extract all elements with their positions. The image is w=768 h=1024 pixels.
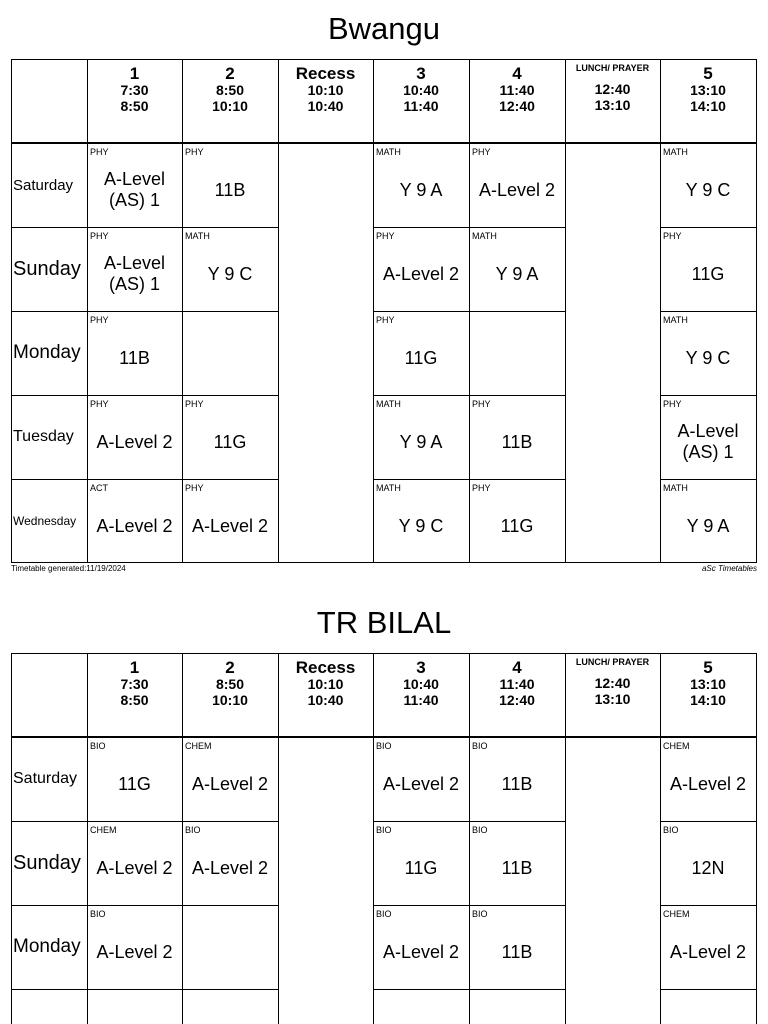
class-name: 11B <box>214 179 246 200</box>
period-label: 1 <box>129 64 140 83</box>
subject-code: BIO <box>90 909 106 919</box>
grid-line <box>469 479 565 480</box>
period-start-time: 8:50 <box>215 82 245 98</box>
class-name: A-Level (AS) 1 <box>103 253 166 294</box>
class-name: A-Level 2 <box>191 773 269 794</box>
lesson-cell <box>469 479 565 563</box>
period-header <box>87 653 182 737</box>
period-label: 5 <box>703 658 713 677</box>
grid-line <box>182 479 278 480</box>
lesson-cell <box>660 395 756 479</box>
class-name: 11B <box>119 347 150 368</box>
class-name: Y 9 C <box>685 179 731 200</box>
lesson-cell <box>660 479 756 563</box>
grid-line <box>87 311 182 312</box>
grid-line <box>182 395 278 396</box>
subject-code: PHY <box>376 315 395 325</box>
grid-line <box>660 311 756 312</box>
period-start-time: 11:40 <box>499 676 535 692</box>
lesson-cell <box>87 395 182 479</box>
period-header <box>87 59 182 143</box>
class-name: A-Level 2 <box>669 773 747 794</box>
day-label: Sunday <box>13 257 81 280</box>
subject-code: PHY <box>90 231 109 241</box>
subject-code: MATH <box>472 231 497 241</box>
period-header <box>373 653 469 737</box>
class-name: 11G <box>404 347 438 368</box>
grid-line <box>565 59 566 563</box>
grid-line <box>11 736 757 738</box>
class-name: A-Level 2 <box>382 941 460 962</box>
subject-code: PHY <box>472 483 491 493</box>
grid-line <box>756 59 757 563</box>
period-end-time: 12:40 <box>499 692 535 708</box>
lesson-cell <box>182 143 278 227</box>
lesson-cell <box>469 905 565 989</box>
period-end-time: 13:10 <box>594 97 631 113</box>
lesson-cell <box>373 227 469 311</box>
period-label: 5 <box>703 64 713 83</box>
period-label: 2 <box>225 658 235 677</box>
class-name: 12N <box>691 857 725 878</box>
subject-code: PHY <box>472 147 491 157</box>
period-start-time: 10:40 <box>403 82 439 98</box>
class-name: A-Level 2 <box>96 515 173 536</box>
lesson-cell <box>469 737 565 821</box>
period-header <box>278 59 373 143</box>
period-end-time: 10:40 <box>307 98 344 114</box>
period-end-time: 10:10 <box>212 98 248 114</box>
day-label: Monday <box>13 342 81 363</box>
grid-line <box>87 479 182 480</box>
subject-code: PHY <box>663 231 682 241</box>
lesson-cell <box>660 227 756 311</box>
subject-code: PHY <box>185 483 204 493</box>
grid-line <box>11 562 757 563</box>
period-header <box>469 59 565 143</box>
grid-line <box>278 653 279 1024</box>
grid-line <box>87 821 182 822</box>
grid-line <box>660 479 756 480</box>
lesson-cell <box>87 227 182 311</box>
class-name: 11B <box>501 431 533 452</box>
period-end-time: 11:40 <box>403 692 439 708</box>
class-name: Y 9 A <box>399 179 443 200</box>
subject-code: MATH <box>663 315 688 325</box>
grid-line <box>469 905 565 906</box>
grid-line <box>373 479 469 480</box>
class-name: Y 9 C <box>207 263 253 284</box>
class-name: A-Level 2 <box>382 773 460 794</box>
software-credit: aSc Timetables <box>701 564 757 573</box>
subject-code: PHY <box>472 399 491 409</box>
subject-code: PHY <box>90 315 109 325</box>
grid-line <box>660 989 756 990</box>
period-header <box>182 59 278 143</box>
lesson-cell <box>87 479 182 563</box>
class-name: Y 9 A <box>399 431 443 452</box>
period-header <box>565 653 660 737</box>
period-end-time: 10:40 <box>307 692 344 708</box>
class-name: 11G <box>118 773 151 794</box>
subject-code: CHEM <box>663 909 690 919</box>
lesson-cell <box>373 311 469 395</box>
grid-line <box>660 821 756 822</box>
grid-line <box>11 989 87 990</box>
period-start-time: 7:30 <box>120 82 149 98</box>
day-label: Tuesday <box>13 428 74 445</box>
grid-line <box>660 395 756 396</box>
subject-code: CHEM <box>90 825 117 835</box>
class-name: A-Level 2 <box>478 179 556 200</box>
subject-code: CHEM <box>185 741 212 751</box>
period-end-time: 8:50 <box>120 98 149 114</box>
grid-line <box>469 395 565 396</box>
period-start-time: 10:10 <box>307 82 344 98</box>
grid-line <box>373 227 469 228</box>
grid-line <box>373 821 469 822</box>
period-start-time: 11:40 <box>499 82 535 98</box>
lesson-cell <box>182 737 278 821</box>
class-name: A-Level 2 <box>191 515 269 536</box>
period-header <box>373 59 469 143</box>
subject-code: MATH <box>376 483 401 493</box>
grid-line <box>469 821 565 822</box>
subject-code: PHY <box>376 231 395 241</box>
period-label: 2 <box>225 64 235 83</box>
class-name: 11G <box>213 431 247 452</box>
grid-line <box>11 311 87 312</box>
lesson-cell <box>87 821 182 905</box>
lesson-cell <box>660 821 756 905</box>
class-name: A-Level 2 <box>191 857 269 878</box>
subject-code: CHEM <box>663 741 690 751</box>
class-name: A-Level (AS) 1 <box>677 421 739 462</box>
grid-line <box>182 227 278 228</box>
grid-line <box>11 653 757 654</box>
grid-line <box>11 227 87 228</box>
subject-code: BIO <box>185 825 201 835</box>
class-name: 11G <box>691 263 725 284</box>
lesson-cell <box>469 395 565 479</box>
period-start-time: 10:10 <box>307 676 344 692</box>
lesson-cell <box>373 479 469 563</box>
lesson-cell <box>469 143 565 227</box>
period-end-time: 14:10 <box>690 98 726 114</box>
class-name: A-Level 2 <box>96 857 173 878</box>
generated-date: Timetable generated:11/19/2024 <box>11 564 126 573</box>
timetable-grid <box>11 59 757 563</box>
class-name: 11G <box>500 515 534 536</box>
lesson-cell <box>373 395 469 479</box>
period-start-time: 12:40 <box>594 81 631 97</box>
grid-line <box>469 653 470 1024</box>
grid-line <box>373 905 469 906</box>
class-name: A-Level 2 <box>96 941 173 962</box>
period-label: LUNCH/ PRAYER <box>575 657 650 667</box>
grid-line <box>87 989 182 990</box>
lesson-cell <box>87 905 182 989</box>
lesson-cell <box>660 143 756 227</box>
grid-line <box>660 653 661 1024</box>
period-label: LUNCH/ PRAYER <box>575 63 650 73</box>
period-end-time: 8:50 <box>120 692 149 708</box>
class-name: Y 9 C <box>685 347 731 368</box>
grid-line <box>182 311 278 312</box>
subject-code: MATH <box>185 231 210 241</box>
lesson-cell <box>182 227 278 311</box>
subject-code: BIO <box>90 741 106 751</box>
grid-line <box>87 905 182 906</box>
period-start-time: 13:10 <box>690 676 726 692</box>
period-header <box>278 653 373 737</box>
period-label: Recess <box>295 64 356 83</box>
class-name: 11G <box>404 857 438 878</box>
day-label: Saturday <box>13 770 78 787</box>
period-start-time: 12:40 <box>594 675 631 691</box>
subject-code: BIO <box>472 909 488 919</box>
lesson-cell <box>182 821 278 905</box>
class-name: 11B <box>501 941 533 962</box>
timetable-title: Bwangu <box>327 11 441 46</box>
class-name: Y 9 C <box>398 515 444 536</box>
grid-line <box>87 227 182 228</box>
class-name: Y 9 A <box>686 515 730 536</box>
period-label: 4 <box>512 658 522 677</box>
lesson-cell <box>182 479 278 563</box>
grid-line <box>11 59 757 60</box>
period-header <box>565 59 660 143</box>
period-header <box>469 653 565 737</box>
period-header <box>660 59 756 143</box>
grid-line <box>11 395 87 396</box>
grid-line <box>87 395 182 396</box>
timetable-title: TR BILAL <box>316 605 452 640</box>
grid-line <box>182 821 278 822</box>
lesson-cell <box>87 311 182 395</box>
period-end-time: 11:40 <box>403 98 439 114</box>
grid-line <box>469 227 565 228</box>
period-label: 1 <box>129 658 140 677</box>
lesson-cell <box>373 905 469 989</box>
grid-line <box>660 227 756 228</box>
subject-code: BIO <box>472 825 488 835</box>
period-start-time: 10:40 <box>403 676 439 692</box>
period-end-time: 13:10 <box>594 691 631 707</box>
period-start-time: 8:50 <box>215 676 245 692</box>
lesson-cell <box>87 737 182 821</box>
period-start-time: 7:30 <box>120 676 149 692</box>
subject-code: PHY <box>663 399 682 409</box>
grid-line <box>565 653 566 1024</box>
class-name: 11B <box>501 857 533 878</box>
class-name: A-Level 2 <box>96 431 173 452</box>
grid-line <box>373 311 469 312</box>
lesson-cell <box>373 737 469 821</box>
period-label: 3 <box>416 658 426 677</box>
grid-line <box>660 905 756 906</box>
class-name: Y 9 A <box>495 263 539 284</box>
grid-line <box>87 653 88 1024</box>
lesson-cell <box>182 395 278 479</box>
subject-code: PHY <box>185 147 204 157</box>
subject-code: PHY <box>90 147 109 157</box>
period-header <box>182 653 278 737</box>
lesson-cell <box>87 143 182 227</box>
subject-code: MATH <box>663 147 688 157</box>
period-label: 3 <box>416 64 426 83</box>
day-label: Sunday <box>13 851 81 874</box>
subject-code: BIO <box>472 741 488 751</box>
subject-code: BIO <box>376 741 392 751</box>
period-start-time: 13:10 <box>690 82 726 98</box>
period-header <box>660 653 756 737</box>
class-name: 11B <box>501 773 533 794</box>
period-label: 4 <box>512 64 522 83</box>
day-label: Saturday <box>13 176 74 194</box>
grid-line <box>373 989 469 990</box>
period-end-time: 14:10 <box>690 692 726 708</box>
lesson-cell <box>469 227 565 311</box>
subject-code: PHY <box>90 399 109 409</box>
class-name: A-Level 2 <box>382 263 460 284</box>
grid-line <box>182 653 183 1024</box>
grid-line <box>373 653 374 1024</box>
grid-line <box>182 989 278 990</box>
day-label: Monday <box>13 936 81 957</box>
grid-line <box>182 905 278 906</box>
period-end-time: 12:40 <box>499 98 535 114</box>
day-label: Wednesday <box>13 514 77 528</box>
grid-line <box>11 905 87 906</box>
period-label: Recess <box>295 658 356 677</box>
lesson-cell <box>660 737 756 821</box>
class-name: A-Level 2 <box>669 941 747 962</box>
subject-code: BIO <box>663 825 679 835</box>
grid-line <box>11 821 87 822</box>
subject-code: BIO <box>376 825 392 835</box>
subject-code: BIO <box>376 909 392 919</box>
period-end-time: 10:10 <box>212 692 248 708</box>
grid-line <box>469 989 565 990</box>
grid-line <box>11 653 12 1024</box>
grid-line <box>469 311 565 312</box>
subject-code: PHY <box>185 399 204 409</box>
lesson-cell <box>469 821 565 905</box>
grid-line <box>11 479 87 480</box>
class-name: A-Level (AS) 1 <box>103 169 166 210</box>
lesson-cell <box>373 143 469 227</box>
timetable-grid <box>11 653 757 1024</box>
subject-code: ACT <box>90 483 108 493</box>
grid-line <box>756 653 757 1024</box>
lesson-cell <box>660 905 756 989</box>
subject-code: MATH <box>376 399 401 409</box>
lesson-cell <box>373 821 469 905</box>
grid-line <box>11 142 757 144</box>
grid-line <box>278 59 279 563</box>
grid-line <box>373 395 469 396</box>
subject-code: MATH <box>663 483 688 493</box>
lesson-cell <box>660 311 756 395</box>
subject-code: MATH <box>376 147 401 157</box>
